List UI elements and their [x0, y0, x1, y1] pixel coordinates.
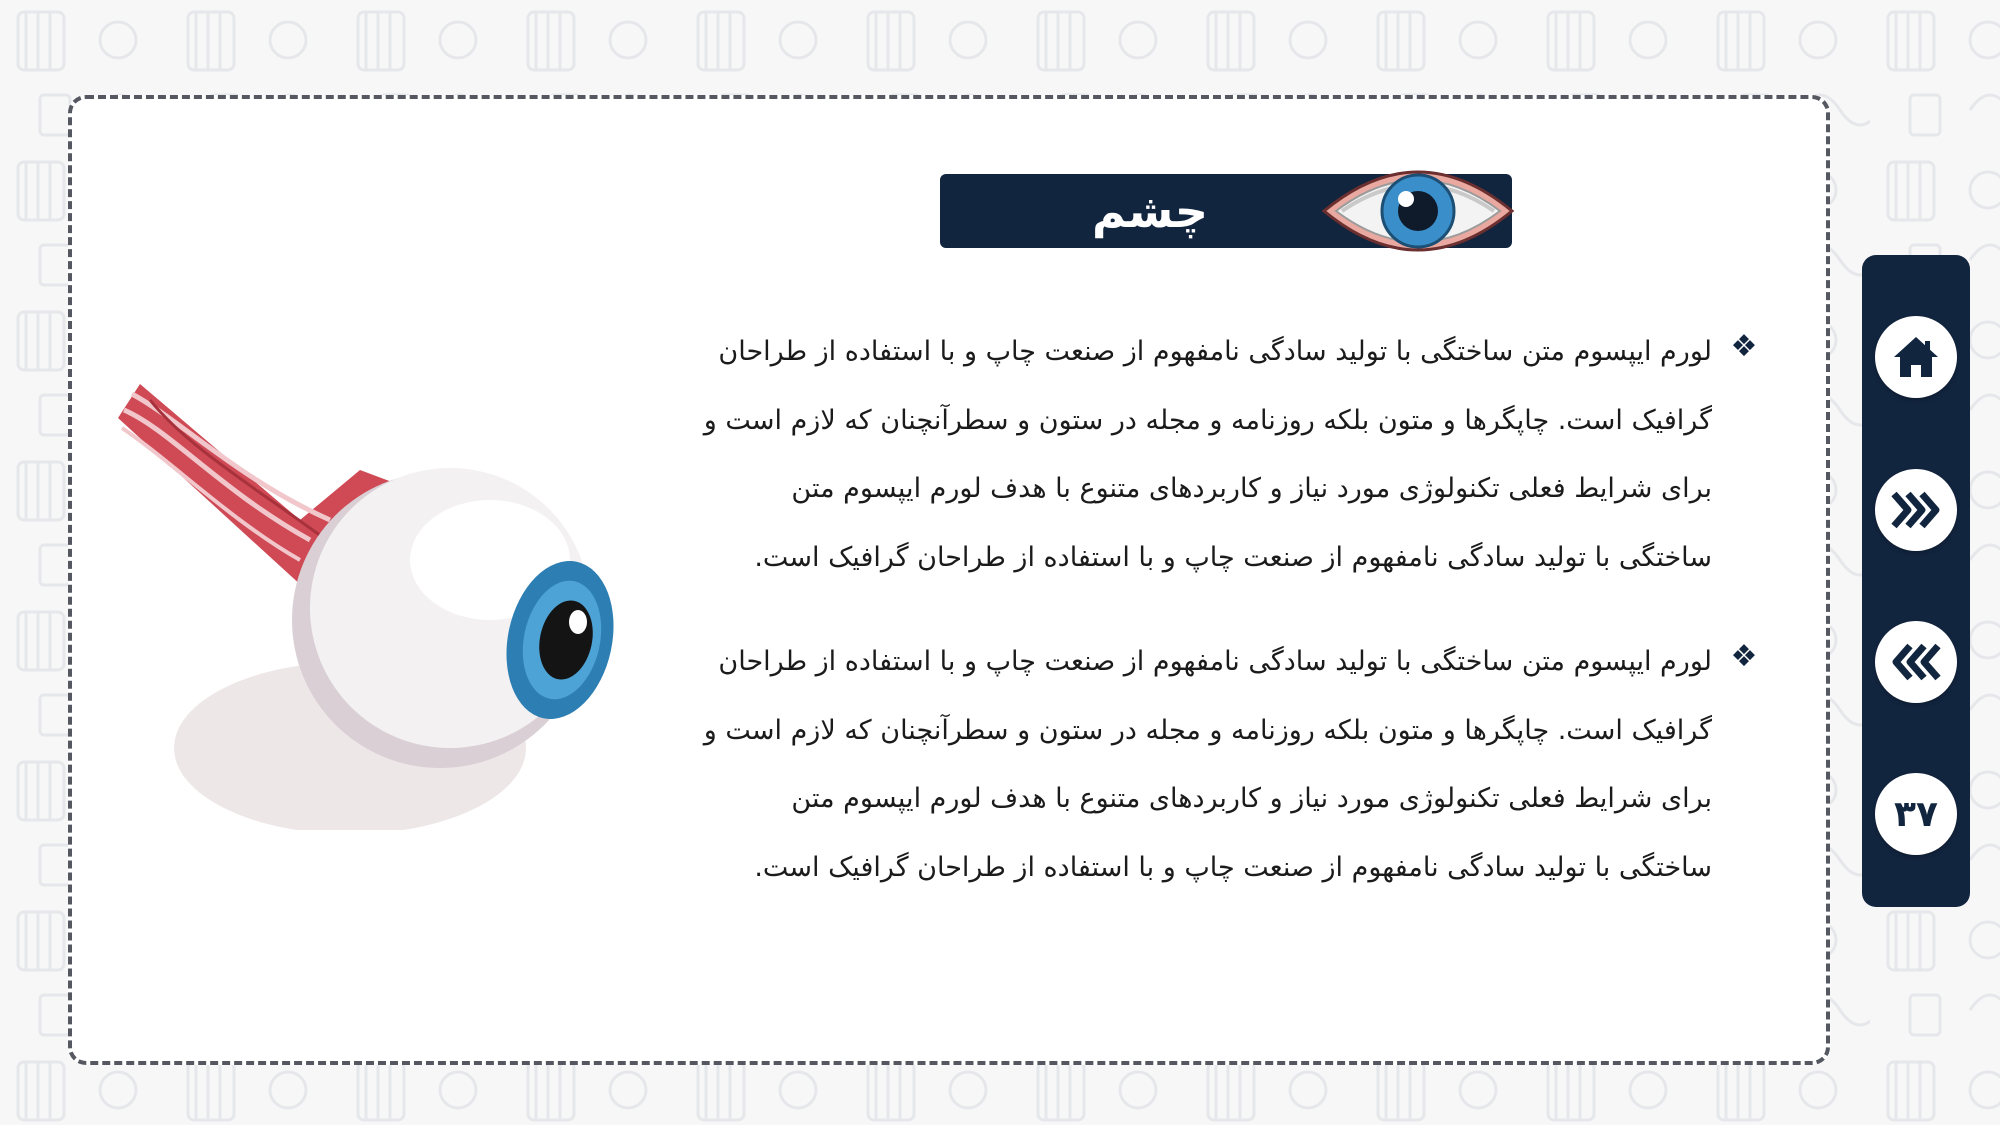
paragraph-item: [690, 318, 1760, 592]
paragraph-list: [690, 318, 1760, 938]
bullet-icon: ❖: [1730, 639, 1758, 674]
page-title: چشم: [1091, 184, 1209, 238]
page-number: ۳۷: [1894, 793, 1938, 835]
next-button[interactable]: [1875, 469, 1957, 551]
bullet-icon: ❖: [1730, 329, 1758, 364]
previous-button[interactable]: [1875, 621, 1957, 703]
eyeball-illustration: [110, 370, 630, 830]
side-navigation: [1862, 255, 1970, 907]
paragraph-text: لورم ایپسوم متن ساختگی با تولید سادگی نامفهوم از صنعت چاپ و با استفاده از طراحان گرافیک است. چاپگرها و متون بلکه روزنامه و مجله در ستون و سطرآنچنان که لازم است و برای شرایط فعلی تکنولوژی مورد نیاز و کاربردهای متنوع با هدف لورم ایپسوم متن ساختگی با تولید سادگی نامفهوم از صنعت چاپ و با استفاده از طراحان گرافیک است.: [703, 336, 1712, 573]
previous-icon: [1890, 642, 1942, 682]
home-button[interactable]: [1875, 316, 1957, 398]
next-icon: [1890, 490, 1942, 530]
home-icon: [1892, 335, 1940, 379]
paragraph-item: [690, 628, 1760, 902]
eye-icon: [1320, 155, 1516, 267]
paragraph-text: لورم ایپسوم متن ساختگی با تولید سادگی نامفهوم از صنعت چاپ و با استفاده از طراحان گرافیک است. چاپگرها و متون بلکه روزنامه و مجله در ستون و سطرآنچنان که لازم است و برای شرایط فعلی تکنولوژی مورد نیاز و کاربردهای متنوع با هدف لورم ایپسوم متن ساختگی با تولید سادگی نامفهوم از صنعت چاپ و با استفاده از طراحان گرافیک است.: [703, 646, 1712, 883]
page-number-badge: [1875, 773, 1957, 855]
